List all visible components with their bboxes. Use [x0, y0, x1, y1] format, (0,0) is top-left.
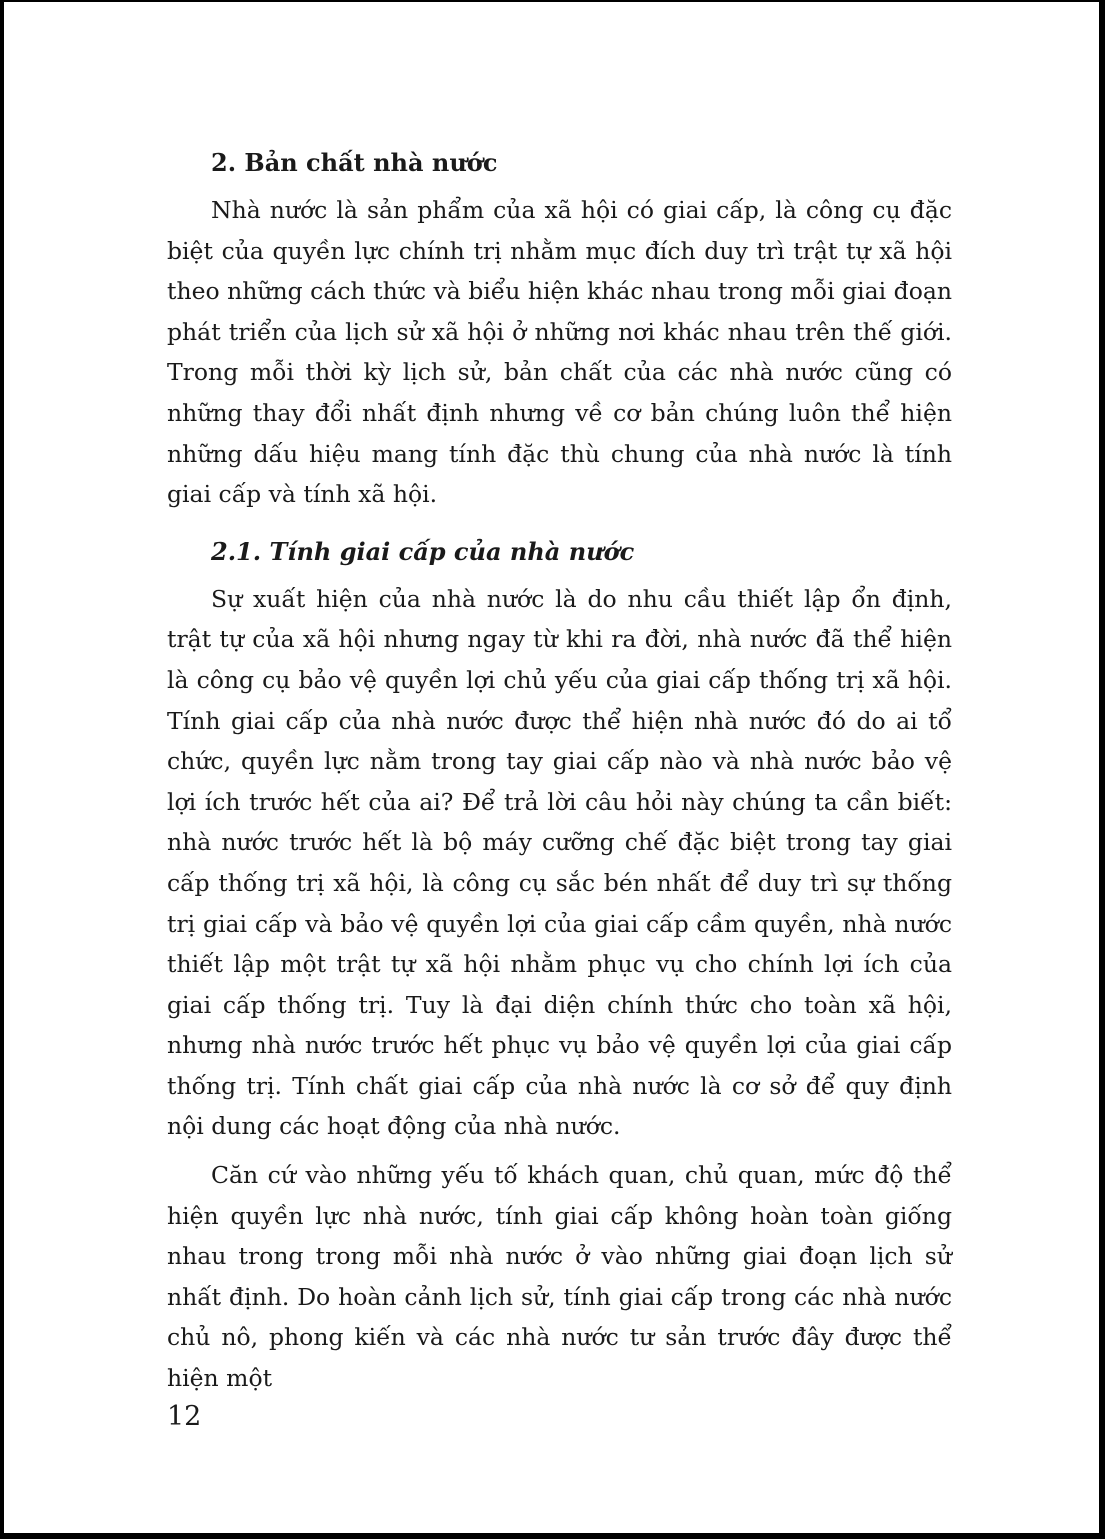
subsection-heading: 2.1. Tính giai cấp của nhà nước	[211, 536, 635, 566]
subsection-paragraph-1: Sự xuất hiện của nhà nước là do nhu cầu thiết lập ổn định, trật tự của xã hội nhưng ngay từ khi ra đời, nhà nước đã thể hiện là công cụ bảo vệ quyền lợi chủ yếu của giai cấp thống trị xã hội. Tính giai cấp của nhà nước được thể hiện nhà nước đó do ai tổ chức, quyền lực nằm trong tay giai cấp nào và nhà nước bảo vệ lợi ích trước hết của ai? Để trả lời câu hỏi này chúng ta cần biết: nhà nước trước hết là bộ máy cưỡng chế đặc biệt trong tay giai cấp thống trị xã hội, là công cụ sắc bén nhất để duy trì sự thống trị giai cấp và bảo vệ quyền lợi của giai cấp cầm quyền, nhà nước thiết lập một trật tự xã hội nhằm phục vụ cho chính lợi ích của giai cấp thống trị. Tuy là đại diện chính thức cho toàn xã hội, nhưng nhà nước trước hết phục vụ bảo vệ quyền lợi của giai cấp thống trị. Tính chất giai cấp của nhà nước là cơ sở để quy định nội dung các hoạt động của nhà nước.	[167, 584, 952, 1141]
page-number: 12	[167, 1401, 202, 1432]
subsection-paragraph-2: Căn cứ vào những yếu tố khách quan, chủ quan, mức độ thể hiện quyền lực nhà nước, tính giai cấp không hoàn toàn giống nhau trong trong mỗi nhà nước ở vào những giai đoạn lịch sử nhất định. Do hoàn cảnh lịch sử, tính giai cấp trong các nhà nước chủ nô, phong kiến và các nhà nước tư sản trước đây được thể hiện một	[167, 1161, 952, 1393]
page-body	[167, 142, 952, 1399]
section-intro-paragraph: Nhà nước là sản phẩm của xã hội có giai cấp, là công cụ đặc biệt của quyền lực chính trị nhằm mục đích duy trì trật tự xã hội theo những cách thức và biểu hiện khác nhau trong mỗi giai đoạn phát triển của lịch sử xã hội ở những nơi khác nhau trên thế giới. Trong mỗi thời kỳ lịch sử, bản chất của các nhà nước cũng có những thay đổi nhất định nhưng về cơ bản chúng luôn thể hiện những dấu hiệu mang tính đặc thù chung của nhà nước là tính giai cấp và tính xã hội.	[167, 196, 952, 509]
section-heading: 2. Bản chất nhà nước	[211, 148, 498, 177]
